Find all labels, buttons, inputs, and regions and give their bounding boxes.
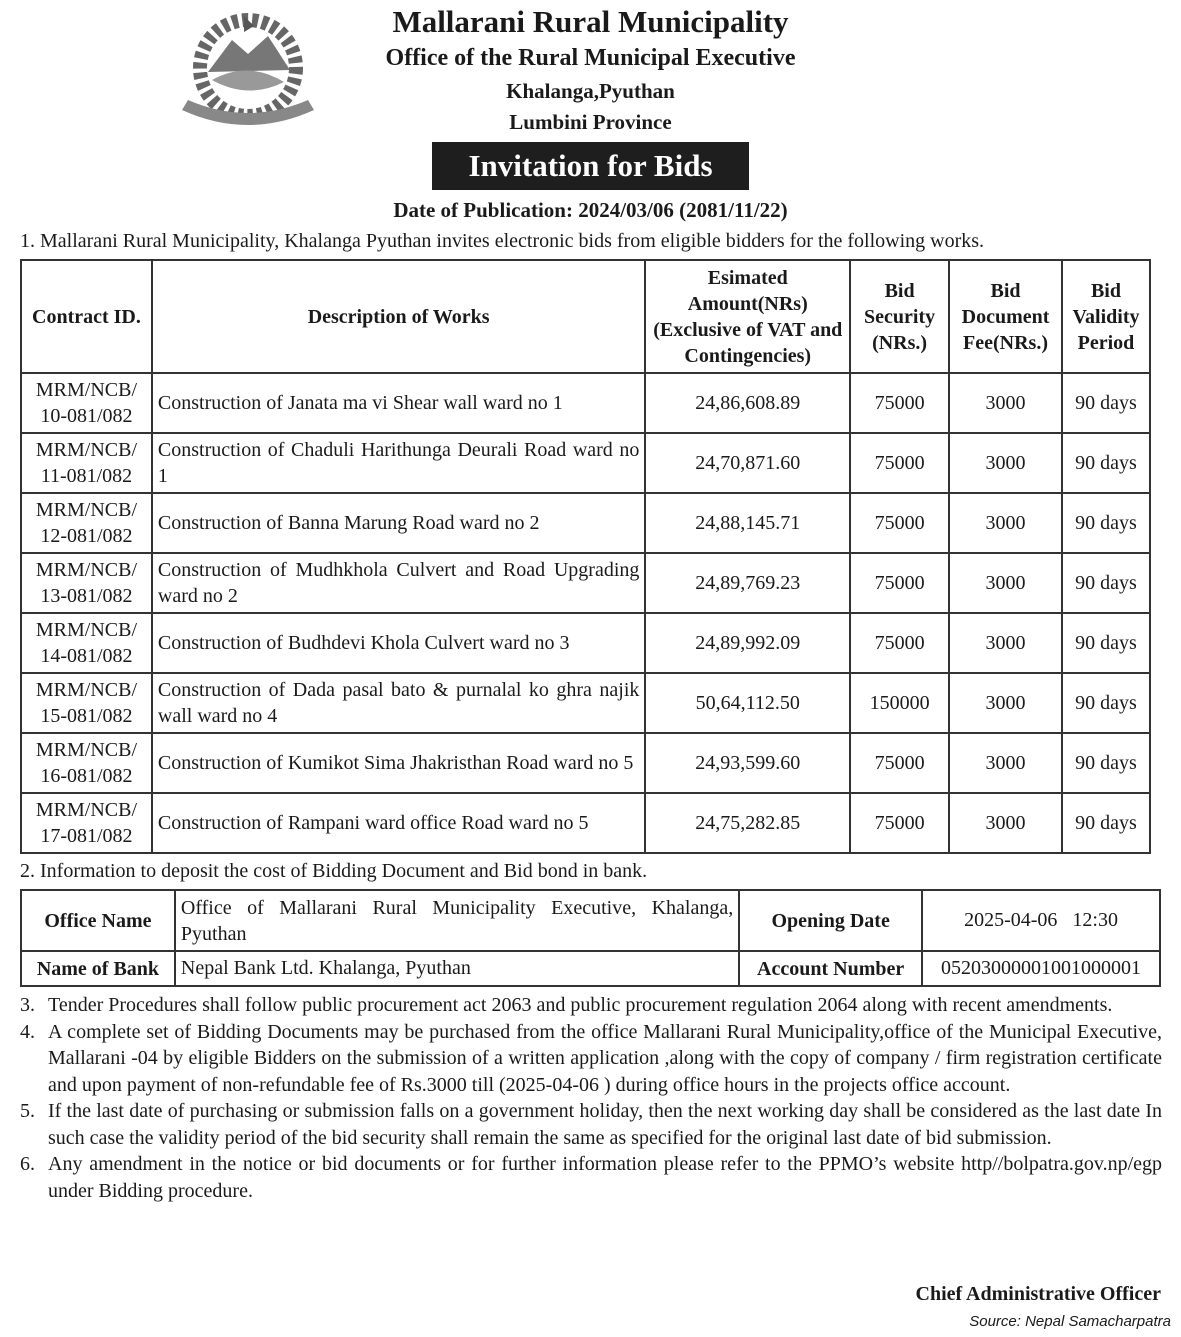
header-cell: Esimated Amount(NRs) (Exclusive of VAT and Contingencies) xyxy=(645,260,850,373)
list-item xyxy=(20,992,1162,1019)
account-value: 05203000001001000001 xyxy=(922,951,1160,986)
contract-id: MRM/NCB/ 14-081/082 xyxy=(21,613,152,673)
document-fee: 3000 xyxy=(949,553,1062,613)
estimated-amount: 24,89,769.23 xyxy=(645,553,850,613)
item-number: 5. xyxy=(20,1100,35,1122)
contract-id: MRM/NCB/ 11-081/082 xyxy=(21,433,152,493)
bid-security: 75000 xyxy=(850,793,949,853)
bid-security: 75000 xyxy=(850,493,949,553)
opening-date-label: Opening Date xyxy=(739,890,922,951)
bid-security: 75000 xyxy=(850,553,949,613)
table-row xyxy=(21,613,1150,673)
page-title: Mallarani Rural Municipality xyxy=(392,4,789,39)
document-fee: 3000 xyxy=(949,673,1062,733)
bank-value: Nepal Bank Ltd. Khalanga, Pyuthan xyxy=(175,951,739,986)
document-fee: 3000 xyxy=(949,793,1062,853)
table-row xyxy=(21,433,1150,493)
validity-period: 90 days xyxy=(1062,553,1150,613)
province: Lumbini Province xyxy=(509,110,672,134)
table-row xyxy=(21,733,1150,793)
table-row xyxy=(21,493,1150,553)
validity-period: 90 days xyxy=(1062,673,1150,733)
table-header-row xyxy=(21,260,1150,373)
description: Construction of Janata ma vi Shear wall ward no 1 xyxy=(152,373,646,433)
contract-id: MRM/NCB/ 16-081/082 xyxy=(21,733,152,793)
item-text: A complete set of Bidding Documents may be purchased from the office Mallarani Rural Municipality,office of the Municipal Executive, Mallarani -04 by eligible Bidders on the submission of a written application ,along with the copy of company / firm registration certificate and upon payment of non-refundable fee of Rs.3000 till (2025-04-06 ) during office hours in the projects office account. xyxy=(48,1020,1162,1096)
contract-id: MRM/NCB/ 17-081/082 xyxy=(21,793,152,853)
source-note: Source: Nepal Samacharpatra xyxy=(969,1313,1171,1330)
estimated-amount: 24,75,282.85 xyxy=(645,793,850,853)
document-fee: 3000 xyxy=(949,733,1062,793)
item-text: Any amendment in the notice or bid documents or for further information please refer to the PPMO’s website http//bolpatra.gov.np/egp under Bidding procedure. xyxy=(48,1153,1162,1202)
header-cell: Bid Validity Period xyxy=(1062,260,1150,373)
bid-security: 75000 xyxy=(850,433,949,493)
publication-date: Date of Publication: 2024/03/06 (2081/11/22) xyxy=(393,198,788,222)
description: Construction of Kumikot Sima Jhakristhan Road ward no 5 xyxy=(152,733,646,793)
estimated-amount: 24,89,992.09 xyxy=(645,613,850,673)
header-cell: Bid Document Fee(NRs.) xyxy=(949,260,1062,373)
opening-date-value: 2025-04-06 12:30 xyxy=(922,890,1160,951)
description: Construction of Rampani ward office Road ward no 5 xyxy=(152,793,646,853)
estimated-amount: 24,70,871.60 xyxy=(645,433,850,493)
description: Construction of Mudhkhola Culvert and Road Upgrading ward no 2 xyxy=(152,553,646,613)
office-label: Office Name xyxy=(21,890,175,951)
table-row xyxy=(21,373,1150,433)
validity-period: 90 days xyxy=(1062,733,1150,793)
item-text: Tender Procedures shall follow public procurement act 2063 and public procurement regulation 2064 along with recent amendments. xyxy=(48,994,1113,1016)
contract-id: MRM/NCB/ 13-081/082 xyxy=(21,553,152,613)
description: Construction of Chaduli Harithunga Deurali Road ward no 1 xyxy=(152,433,646,493)
document-fee: 3000 xyxy=(949,373,1062,433)
header-cell: Contract ID. xyxy=(21,260,152,373)
validity-period: 90 days xyxy=(1062,373,1150,433)
validity-period: 90 days xyxy=(1062,793,1150,853)
document-fee: 3000 xyxy=(949,613,1062,673)
validity-period: 90 days xyxy=(1062,433,1150,493)
contract-id: MRM/NCB/ 10-081/082 xyxy=(21,373,152,433)
description: Construction of Dada pasal bato & purnalal ko ghra najik wall ward no 4 xyxy=(152,673,646,733)
header-cell: Description of Works xyxy=(152,260,646,373)
document-fee: 3000 xyxy=(949,493,1062,553)
description: Construction of Budhdevi Khola Culvert ward no 3 xyxy=(152,613,646,673)
bank-intro-text: 2. Information to deposit the cost of Bidding Document and Bid bond in bank. xyxy=(20,860,648,882)
validity-period: 90 days xyxy=(1062,613,1150,673)
estimated-amount: 24,86,608.89 xyxy=(645,373,850,433)
points-list xyxy=(20,992,1162,1204)
bank-table xyxy=(20,889,1161,987)
banner-title: Invitation for Bids xyxy=(432,142,749,190)
item-text: If the last date of purchasing or submission falls on a government holiday, then the next working day shall be considered as the last date In such case the validity period of the bid security shall remain the same as specified for the original last date of bid submission. xyxy=(48,1100,1162,1149)
header-cell: Bid Security (NRs.) xyxy=(850,260,949,373)
bid-security: 75000 xyxy=(850,733,949,793)
table-row xyxy=(21,793,1150,853)
signature: Chief Administrative Officer xyxy=(915,1283,1161,1305)
estimated-amount: 24,93,599.60 xyxy=(645,733,850,793)
office-value: Office of Mallarani Rural Municipality Executive, Khalanga, Pyuthan xyxy=(175,890,739,951)
list-item xyxy=(20,1098,1162,1151)
intro-text: 1. Mallarani Rural Municipality, Khalanga Pyuthan invites electronic bids from eligible bidders for the following works. xyxy=(20,230,985,252)
list-item xyxy=(20,1151,1162,1204)
item-number: 3. xyxy=(20,994,35,1016)
bid-security: 150000 xyxy=(850,673,949,733)
table-row xyxy=(21,553,1150,613)
contract-id: MRM/NCB/ 12-081/082 xyxy=(21,493,152,553)
description: Construction of Banna Marung Road ward no 2 xyxy=(152,493,646,553)
bid-security: 75000 xyxy=(850,613,949,673)
bank-label: Name of Bank xyxy=(21,951,175,986)
contract-id: MRM/NCB/ 15-081/082 xyxy=(21,673,152,733)
table-row xyxy=(21,673,1150,733)
list-item xyxy=(20,1019,1162,1099)
document-fee: 3000 xyxy=(949,433,1062,493)
account-label: Account Number xyxy=(739,951,922,986)
validity-period: 90 days xyxy=(1062,493,1150,553)
estimated-amount: 50,64,112.50 xyxy=(645,673,850,733)
estimated-amount: 24,88,145.71 xyxy=(645,493,850,553)
office-name: Office of the Rural Municipal Executive xyxy=(385,45,796,71)
item-number: 4. xyxy=(20,1020,35,1043)
works-table xyxy=(20,259,1151,854)
address: Khalanga,Pyuthan xyxy=(506,79,675,103)
item-number: 6. xyxy=(20,1153,35,1175)
bid-security: 75000 xyxy=(850,373,949,433)
